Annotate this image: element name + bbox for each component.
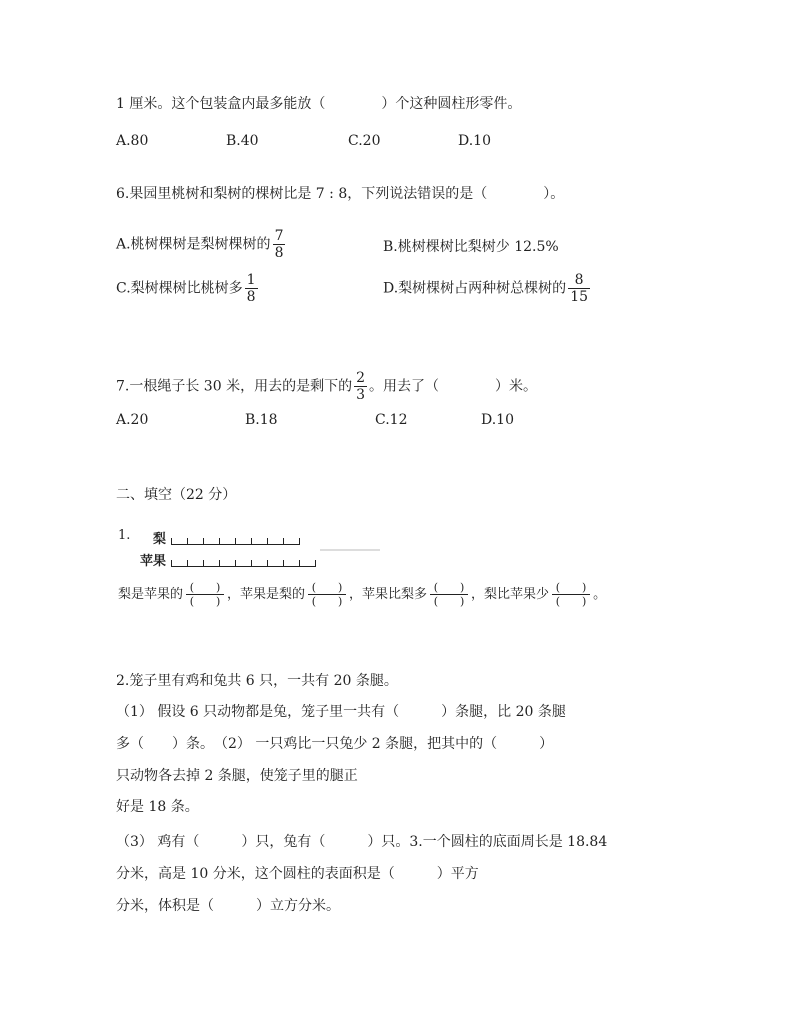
fq2-line-6: （3） 鸡有（ ）只，兔有（ ）只。3.一个圆柱的底面周长是 18.84: [116, 834, 608, 850]
bar-tick: [299, 560, 300, 566]
fq2-line-3: 多（ ）条。 （2） 一只鸡比一只兔少 2 条腿，把其中的（ ）: [116, 736, 554, 752]
q6-option-d: [383, 272, 592, 305]
q7-stem-pre: 7.一根绳子长 30 米，用去的是剩下的: [116, 378, 353, 395]
q6-option-c: [116, 272, 260, 305]
bar-tick: [187, 560, 188, 566]
fraction-numerator: 2: [356, 370, 365, 386]
section-title: 二、填空（22 分）: [116, 487, 237, 503]
bar-tick: [203, 538, 204, 544]
fq2-line-4: 只动物各去掉 2 条腿，使笼子里的腿正: [116, 768, 358, 784]
q7-stem: [116, 370, 537, 403]
bar-tick: [235, 560, 236, 566]
q6-option-d-fraction: [568, 272, 590, 305]
q6-option-a: [116, 228, 287, 261]
q6-option-a-fraction: [273, 228, 286, 261]
bar-tick: [267, 560, 268, 566]
scan-smudge: [320, 549, 380, 551]
fq2-line-1: 2.笼子里有鸡和兔共 6 只，一共有 20 条腿。: [116, 673, 398, 689]
q6-stem: 6.果园里桃树和梨树的棵树比是 7 : 8，下列说法错误的是（ ）。: [116, 186, 565, 202]
q7-option-b: B.18: [245, 412, 278, 428]
fq1-part-5: 。: [593, 587, 607, 602]
q7-option-a: A.20: [116, 412, 149, 428]
pear-bar: [171, 537, 300, 545]
bar-tick: [171, 538, 172, 544]
blank-numerator: ( ): [189, 581, 221, 594]
q7-fraction: [354, 370, 367, 403]
q5-option-d: D.10: [458, 133, 491, 149]
bar-tick: [171, 560, 172, 566]
fq1-sentence: [118, 578, 606, 612]
q7-option-c: C.12: [375, 412, 408, 428]
blank-denominator: ( ): [430, 594, 468, 608]
q7-stem-post: 。用去了（ ）米。: [369, 378, 537, 395]
bar-tick: [299, 538, 300, 544]
fq2-line-5: 好是 18 条。: [116, 799, 199, 815]
bar-tick: [203, 560, 204, 566]
q5-option-b: B.40: [226, 133, 259, 149]
fq1-part-3: ，苹果比梨多: [349, 587, 428, 602]
q6-option-b: B.桃树棵树比梨树少 12.5%: [383, 239, 559, 255]
fq2-line-2: （1） 假设 6 只动物都是兔，笼子里一共有（ ）条腿，比 20 条腿: [116, 704, 566, 720]
q6-option-d-text: D.梨树棵树占两种树总棵树的: [383, 280, 567, 297]
q7-option-d: D.10: [481, 412, 514, 428]
bar-tick: [251, 538, 252, 544]
fraction-numerator: 8: [574, 272, 584, 288]
bar-tick: [315, 560, 316, 566]
apple-bar: [171, 559, 316, 567]
bar-tick: [283, 538, 284, 544]
fq1-number: 1.: [118, 528, 131, 543]
fq3-line-2: 分米，体积是（ ）立方分米。: [116, 898, 340, 914]
bar-tick: [219, 560, 220, 566]
fraction-numerator: 7: [274, 228, 284, 244]
bar-tick: [235, 538, 236, 544]
fq1-part-2: ，苹果是梨的: [227, 587, 306, 602]
bar-label-pear: 梨: [153, 532, 167, 547]
bar-tick: [219, 538, 220, 544]
blank-numerator: ( ): [555, 581, 587, 594]
fill-blank-fraction: [308, 581, 346, 608]
bar-tick: [251, 560, 252, 566]
bar-label-apple: 苹果: [140, 554, 167, 569]
bar-tick: [283, 560, 284, 566]
fill-blank-fraction: [430, 581, 468, 608]
blank-numerator: ( ): [433, 581, 465, 594]
blank-denominator: ( ): [552, 594, 590, 608]
fraction-numerator: 1: [246, 272, 256, 288]
bar-tick: [187, 538, 188, 544]
fill-blank-fraction: [186, 581, 224, 608]
q5-line: 1 厘米。这个包装盒内最多能放（ ）个这种圆柱形零件。: [116, 96, 522, 112]
fraction-denominator: 3: [356, 387, 365, 403]
q6-option-c-fraction: [245, 272, 258, 305]
fraction-denominator: 8: [274, 245, 284, 261]
q6-option-a-text: A.桃树棵树是梨树棵树的: [116, 236, 271, 253]
blank-numerator: ( ): [311, 581, 343, 594]
bar-tick: [267, 538, 268, 544]
q5-option-c: C.20: [348, 133, 381, 149]
fraction-denominator: 8: [246, 289, 256, 305]
q5-option-a: A.80: [116, 133, 149, 149]
fq1-part-1: 梨是苹果的: [118, 587, 184, 602]
blank-denominator: ( ): [308, 594, 346, 608]
fq3-line-1: 分米，高是 10 分米，这个圆柱的表面积是（ ）平方: [116, 866, 479, 882]
fraction-denominator: 15: [570, 289, 589, 305]
q6-option-c-text: C.梨树棵树比桃树多: [116, 280, 243, 297]
blank-denominator: ( ): [186, 594, 224, 608]
fq1-part-4: ，梨比苹果少: [471, 587, 550, 602]
fill-blank-fraction: [552, 581, 590, 608]
